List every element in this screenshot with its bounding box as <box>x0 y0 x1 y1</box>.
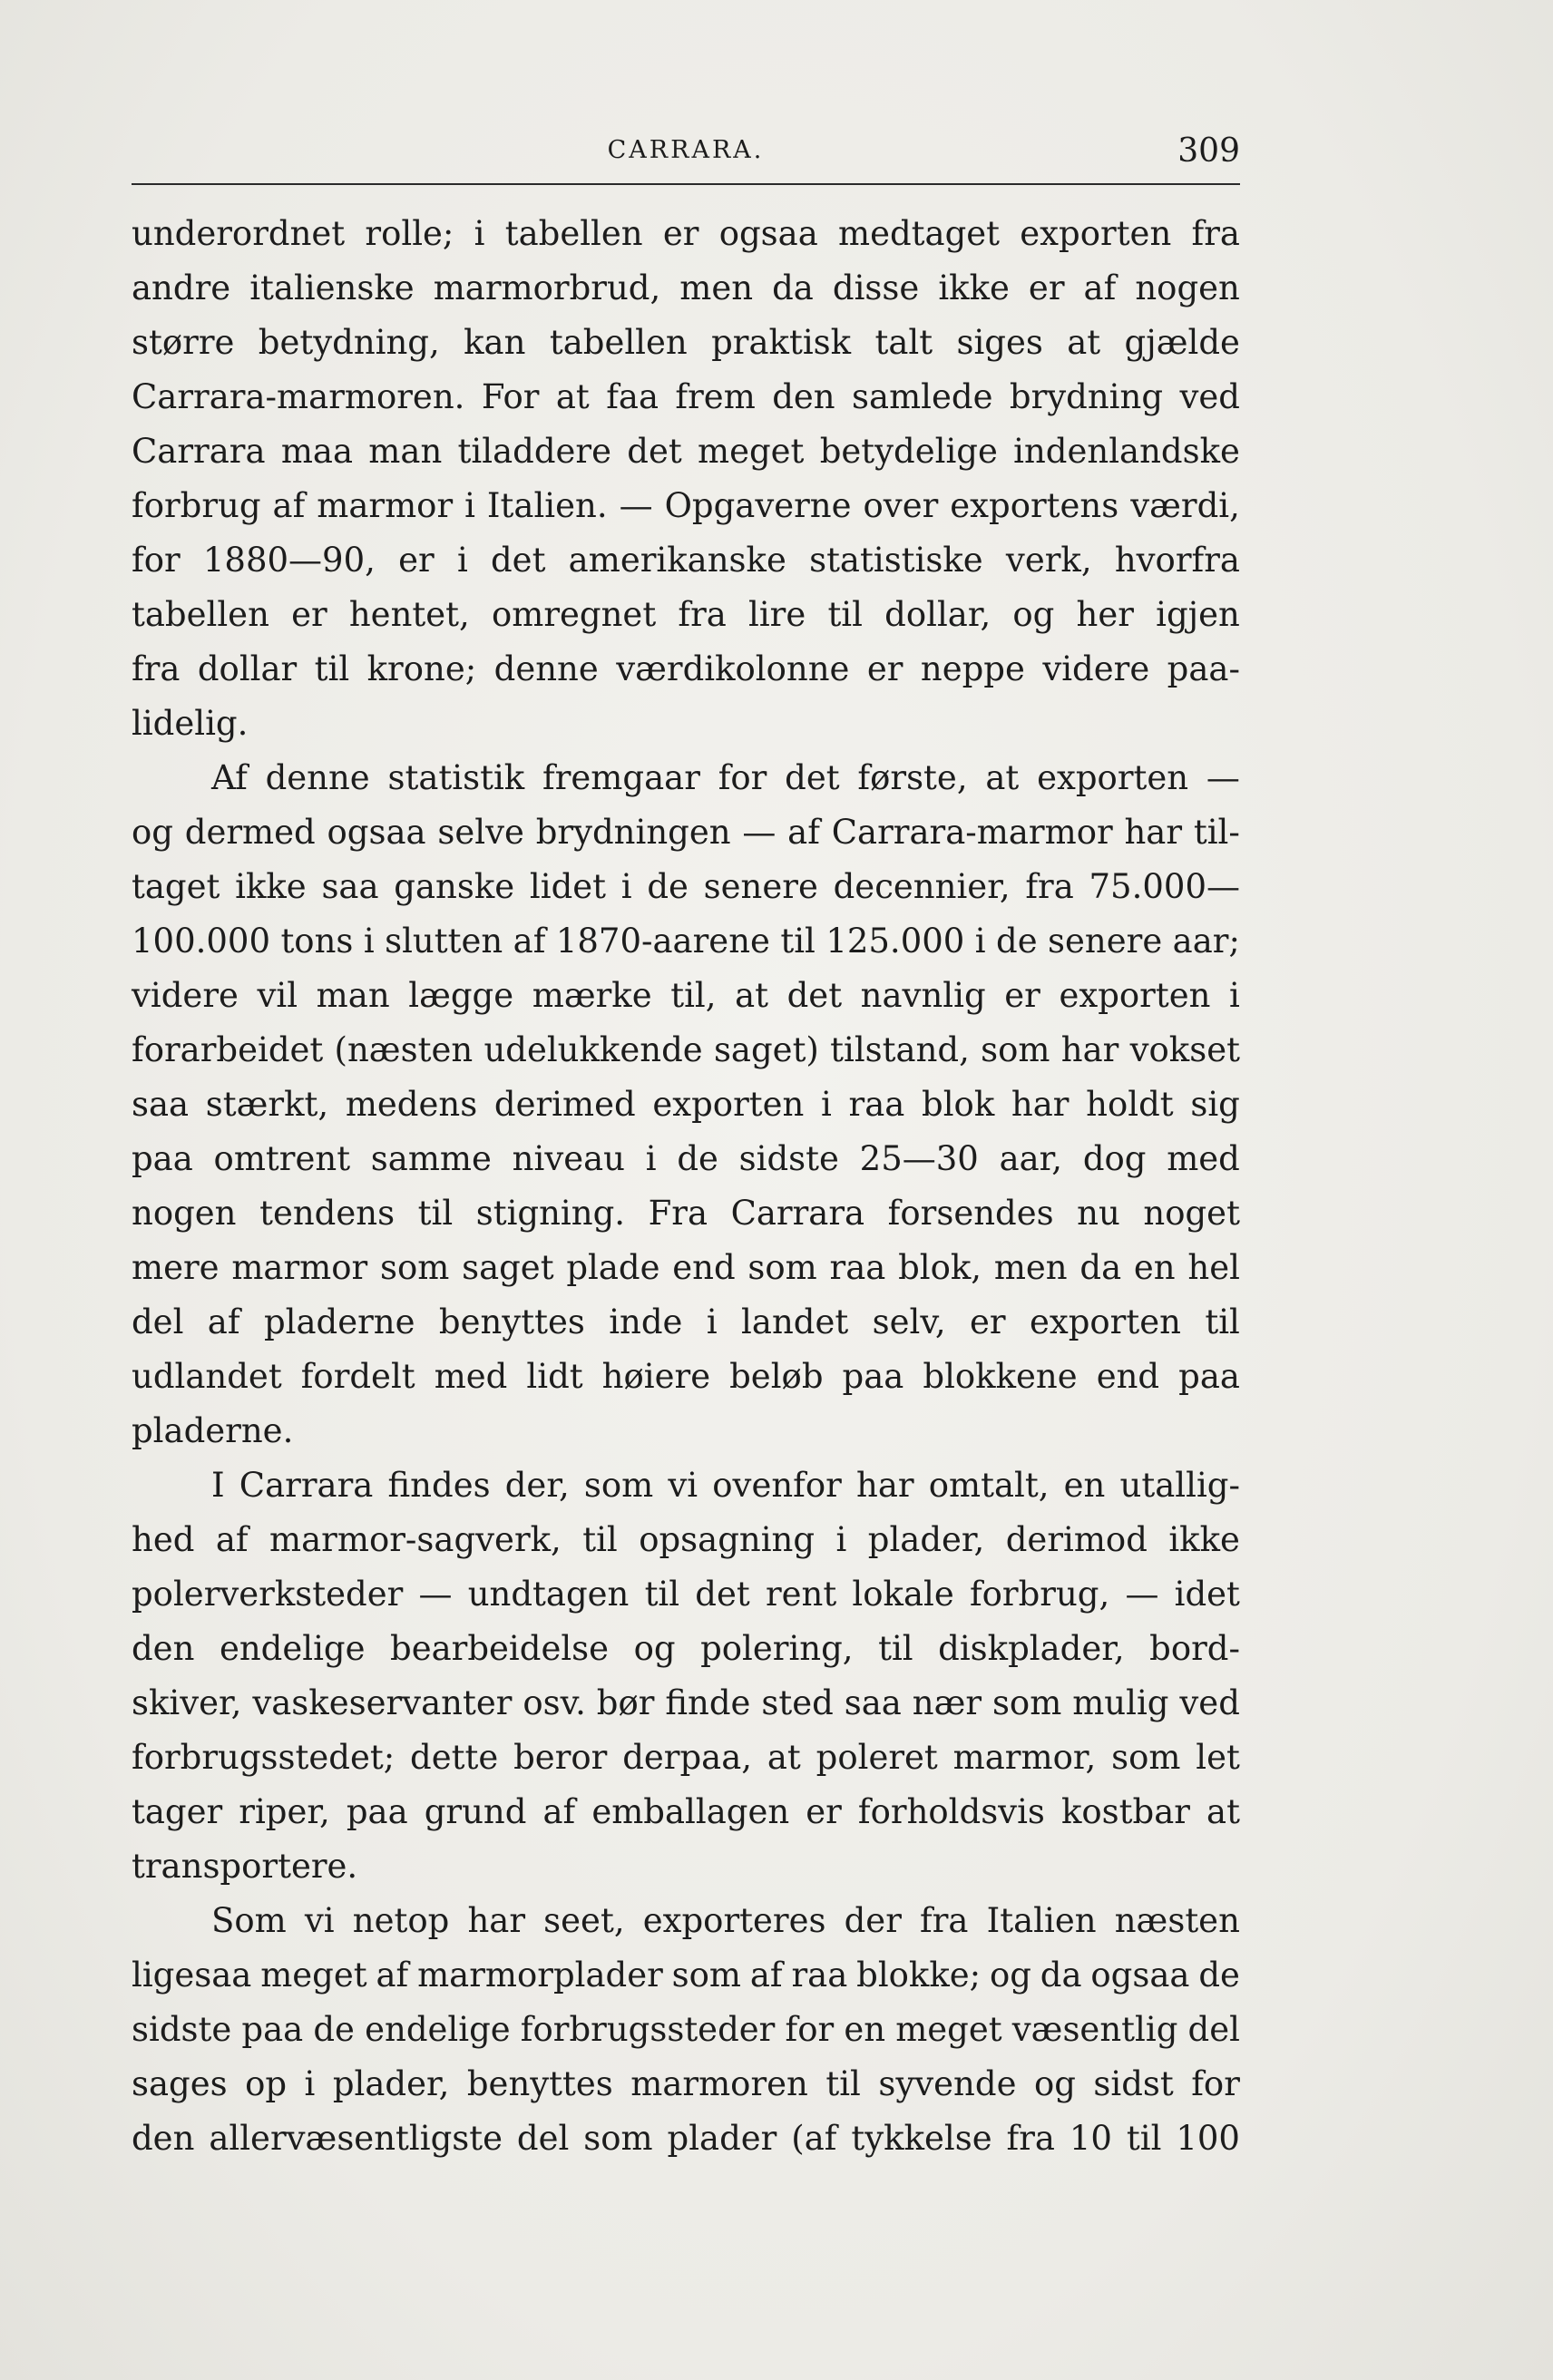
text-line: transportere. <box>132 1847 358 1886</box>
text-line: sages op i plader, benyttes marmoren til syvende og sidst for <box>132 2064 1240 2103</box>
text-line: Carrara-marmoren. For at faa frem den samlede brydning ved <box>132 377 1240 416</box>
text-line: saa stærkt, medens derimed exporten i raa blok har holdt sig <box>132 1085 1240 1124</box>
page-header <box>132 132 1240 176</box>
text-line: lidelig. <box>132 704 249 743</box>
text-line: paa omtrent samme niveau i de sidste 25—30 aar, dog med <box>132 1139 1240 1178</box>
text-line: for 1880—90, er i det amerikanske statistiske verk, hvorfra <box>132 541 1240 580</box>
text-line: taget ikke saa ganske lidet i de senere decennier, fra 75.000— <box>132 867 1240 906</box>
text-line: større betydning, kan tabellen praktisk talt siges at gjælde <box>132 323 1240 362</box>
text-line: den allervæsentligste del som plader (af tykkelse fra 10 til 100 <box>132 2119 1240 2158</box>
text-line: forbrug af marmor i Italien. — Opgaverne over exportens værdi, <box>132 486 1240 525</box>
header-rule <box>132 183 1240 185</box>
text-line: den endelige bearbeidelse og polering, til diskplader, bord- <box>132 1629 1240 1668</box>
text-line: ligesaa meget af marmorplader som af raa blokke; og da ogsaa de <box>132 1956 1240 1995</box>
text-line: forarbeidet (næsten udelukkende saget) tilstand, som har vokset <box>132 1030 1240 1069</box>
text-line: polerverksteder — undtagen til det rent lokale forbrug, — idet <box>132 1575 1240 1614</box>
text-line: andre italienske marmorbrud, men da disse ikke er af nogen <box>132 268 1240 307</box>
text-line: sidste paa de endelige forbrugssteder for en meget væsentlig del <box>132 2010 1240 2049</box>
text-line: tager riper, paa grund af emballagen er forholdsvis kostbar at <box>132 1792 1240 1831</box>
text-line: Af denne statistik fremgaar for det første, at exporten — <box>211 758 1240 797</box>
text-line: videre vil man lægge mærke til, at det navnlig er exporten i <box>132 976 1240 1015</box>
text-line: underordnet rolle; i tabellen er ogsaa medtaget exporten fra <box>132 214 1240 253</box>
text-line: fra dollar til krone; denne værdikolonne er neppe videre paa- <box>132 649 1240 688</box>
text-line: Som vi netop har seet, exporteres der fra Italien næsten <box>211 1901 1240 1940</box>
text-line: og dermed ogsaa selve brydningen — af Carrara-marmor har til- <box>132 813 1240 852</box>
text-line: tabellen er hentet, omregnet fra lire til dollar, og her igjen <box>132 595 1240 634</box>
text-line: nogen tendens til stigning. Fra Carrara forsendes nu noget <box>132 1194 1240 1233</box>
text-line: mere marmor som saget plade end som raa blok, men da en hel <box>132 1248 1240 1287</box>
body-text <box>132 207 1240 2166</box>
text-line: del af pladerne benyttes inde i landet selv, er exporten til <box>132 1302 1240 1341</box>
text-line: skiver, vaskeservanter osv. bør finde sted saa nær som mulig ved <box>132 1683 1240 1722</box>
text-line: udlandet fordelt med lidt høiere beløb paa blokkene end paa <box>132 1357 1240 1396</box>
text-line: 100.000 tons i slutten af 1870-aarene til 125.000 i de senere aar; <box>132 922 1240 961</box>
page-number: 309 <box>1177 132 1240 170</box>
text-line: Carrara maa man tiladdere det meget betydelige indenlandske <box>132 432 1240 471</box>
text-line: pladerne. <box>132 1411 294 1450</box>
text-line: forbrugsstedet; dette beror derpaa, at poleret marmor, som let <box>132 1738 1240 1777</box>
running-head: CARRARA. <box>607 136 765 164</box>
text-line: hed af marmor-sagverk, til opsagning i plader, derimod ikke <box>132 1520 1240 1559</box>
text-line: I Carrara findes der, som vi ovenfor har omtalt, en utallig- <box>211 1466 1240 1505</box>
